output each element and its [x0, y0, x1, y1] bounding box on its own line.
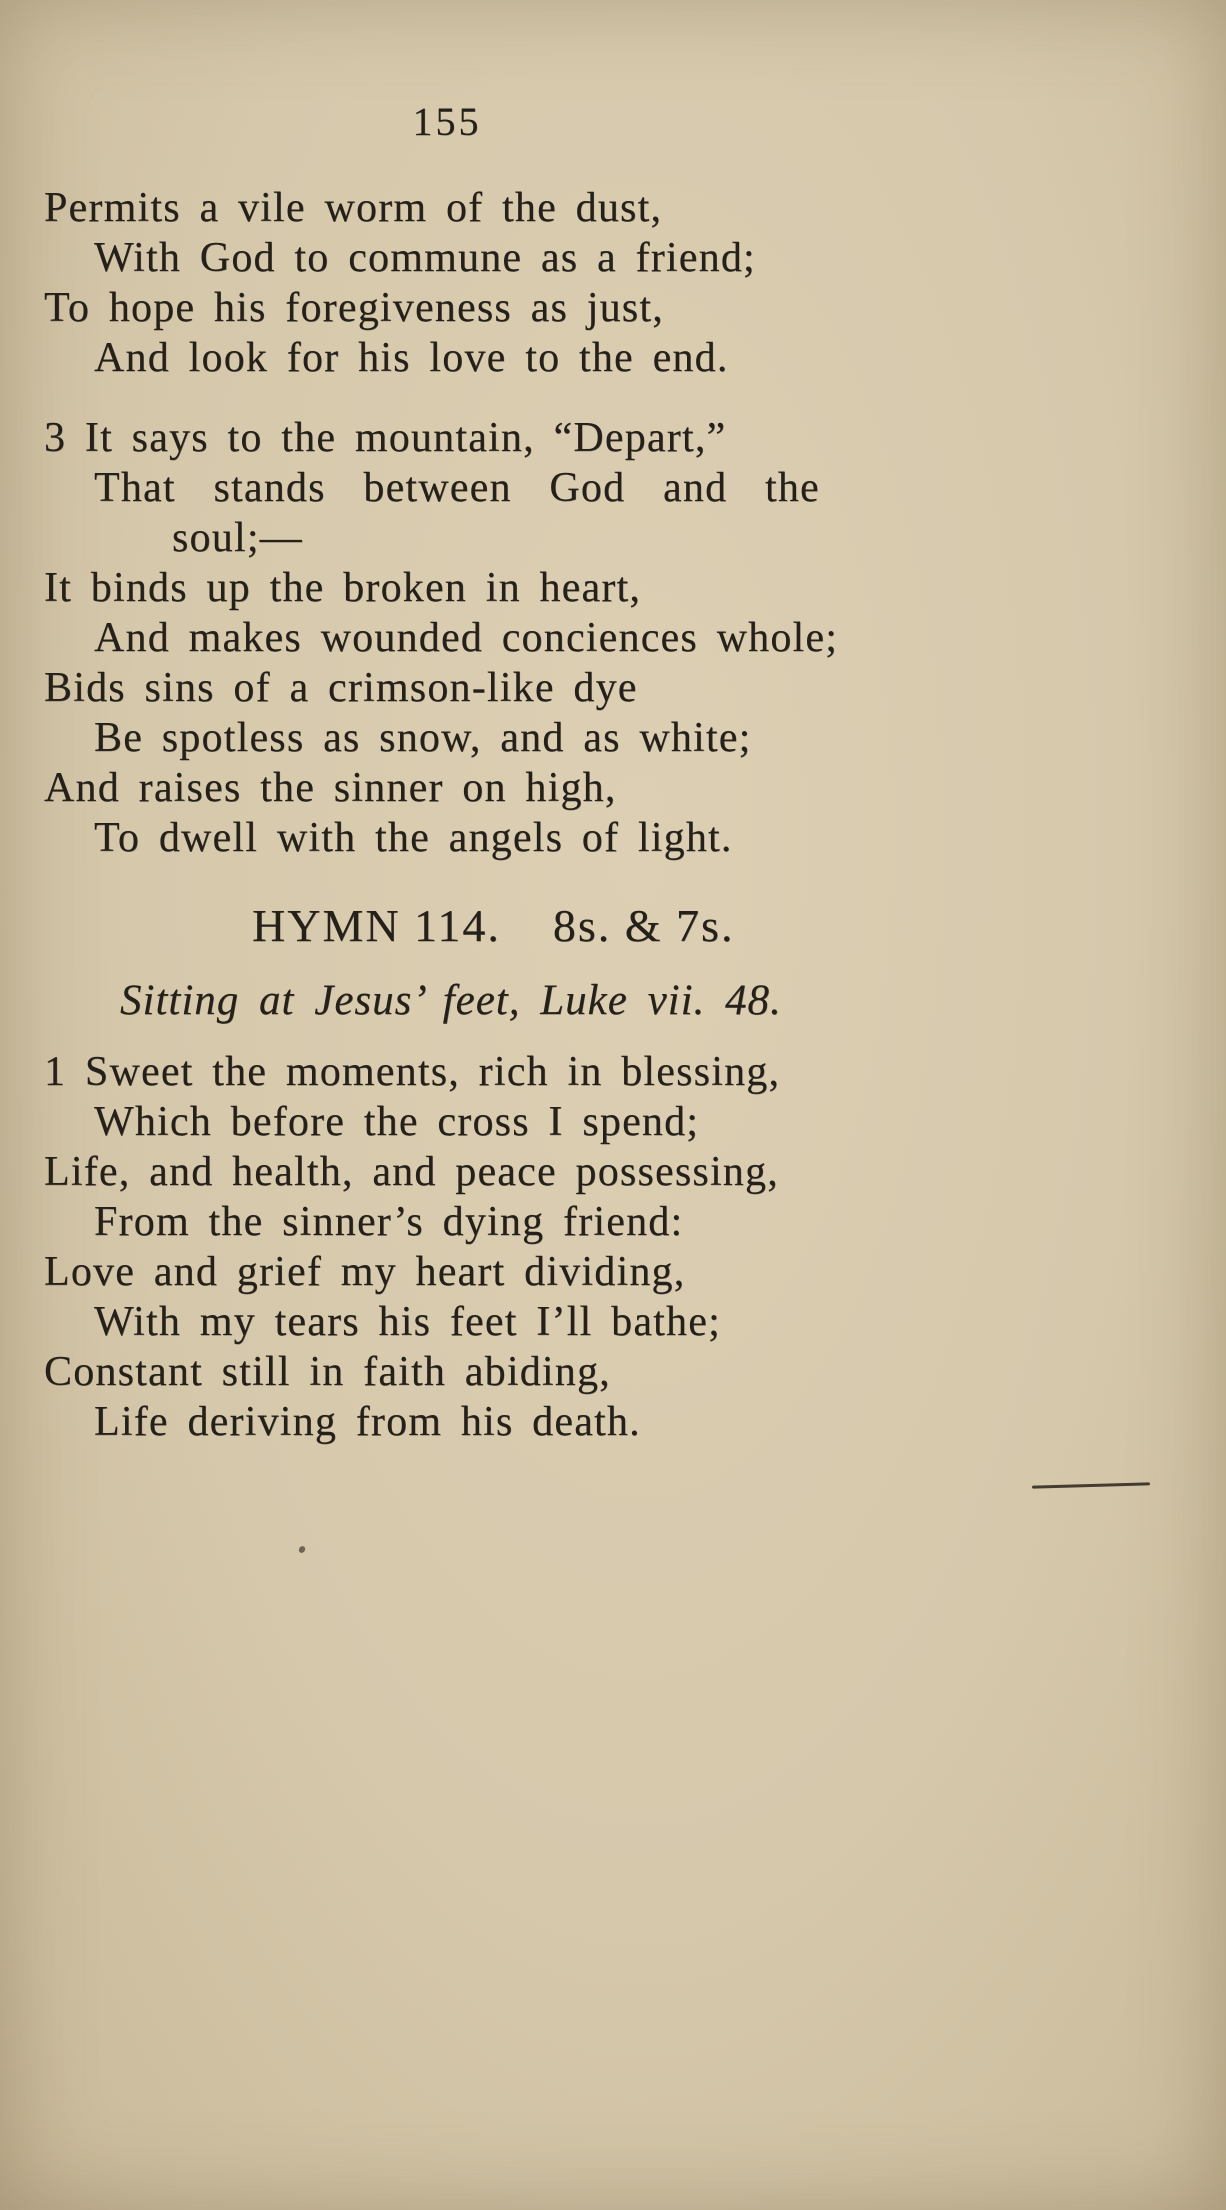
stanza-three — [44, 413, 1186, 863]
hymn-heading — [252, 899, 1186, 952]
hymn-subtitle: Sitting at Jesus’ feet, Luke vii. 48. — [120, 977, 782, 1024]
page-number: 155 — [412, 99, 482, 144]
verse-line: To dwell with the angels of light. — [94, 815, 733, 861]
verse-line: 3 It says to the mountain, “Depart,” — [44, 415, 727, 461]
verse-line: From the sinner’s dying friend: — [94, 1199, 684, 1245]
ink-speck — [298, 1545, 307, 1554]
verse-line: Constant still in faith abiding, — [44, 1349, 611, 1395]
hymn-number: HYMN 114. — [252, 900, 501, 951]
stanza-continuation — [44, 183, 1186, 383]
verse-line: That stands between God and the — [94, 465, 820, 511]
section-end-rule — [1032, 1482, 1150, 1488]
verse-line: Bids sins of a crimson-like dye — [44, 665, 638, 711]
verse-line: soul;— — [172, 515, 303, 561]
verse-line: Life deriving from his death. — [94, 1399, 641, 1445]
verse-line: And raises the sinner on high, — [44, 765, 617, 811]
verse-line: To hope his foregiveness as just, — [44, 285, 664, 331]
verse-line: Life, and health, and peace possessing, — [44, 1149, 779, 1195]
verse-line: Be spotless as snow, and as white; — [94, 715, 752, 761]
verse-line: Which before the cross I spend; — [94, 1099, 700, 1145]
verse-line: And makes wounded conciences whole; — [94, 615, 839, 661]
verse-line: And look for his love to the end. — [94, 335, 729, 381]
verse-line: With my tears his feet I’ll bathe; — [94, 1299, 721, 1345]
verse-line: Permits a vile worm of the dust, — [44, 185, 663, 231]
verse-line: Love and grief my heart dividing, — [44, 1249, 686, 1295]
verse-line: It binds up the broken in heart, — [44, 565, 642, 611]
verse-line: With God to commune as a friend; — [94, 235, 756, 281]
hymn-meter: 8s. & 7s. — [552, 900, 735, 951]
hymn-stanza-one — [44, 1047, 1186, 1447]
verse-line: 1 Sweet the moments, rich in blessing, — [44, 1049, 781, 1095]
